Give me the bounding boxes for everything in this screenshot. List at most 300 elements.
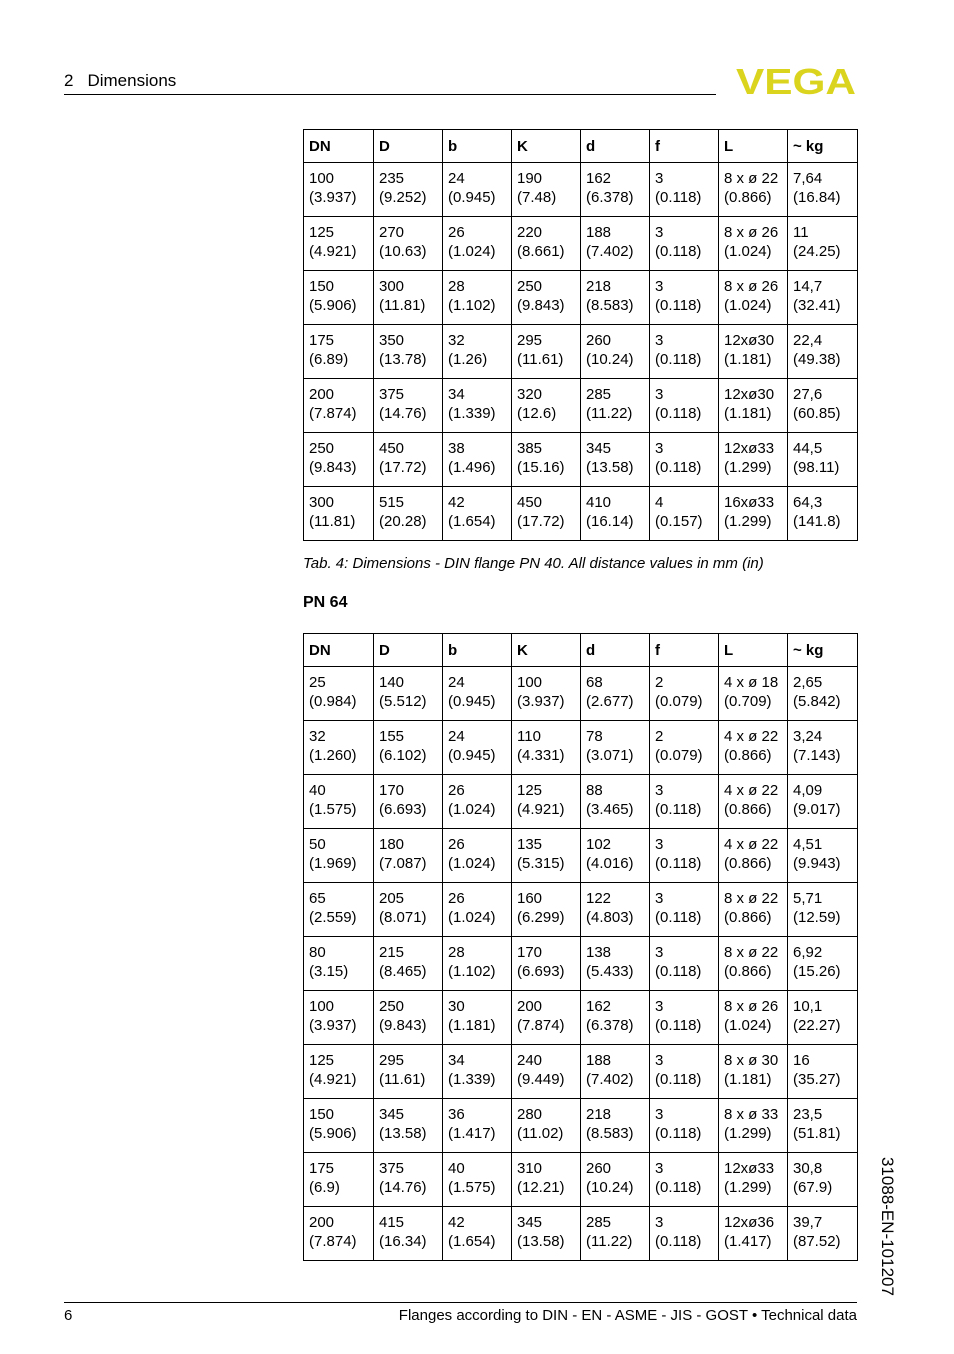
cell-value-mm: 300 (379, 278, 405, 295)
cell-value-in: (10.63) (379, 243, 427, 260)
section-heading-pn64: PN 64 (303, 594, 348, 611)
cell-value-in: (0.157) (655, 513, 703, 530)
cell-value-mm: 8 x ø 26 (724, 278, 779, 295)
table-row (304, 991, 858, 1045)
table-cell (581, 487, 650, 541)
cell-value-mm: 42 (448, 1214, 465, 1231)
column-header: K (512, 634, 581, 667)
table-cell (719, 163, 788, 217)
cell-value-in: (0.945) (448, 693, 496, 710)
cell-value-in: (12.21) (517, 1179, 565, 1196)
table-cell (719, 217, 788, 271)
table-cell (581, 1099, 650, 1153)
table-cell (443, 1207, 512, 1261)
table-cell (512, 1045, 581, 1099)
cell-value-in: (9.843) (309, 459, 357, 476)
cell-value-in: (1.417) (448, 1125, 496, 1142)
table-cell (304, 1207, 374, 1261)
cell-value-mm: 200 (309, 1214, 335, 1231)
table-cell (374, 1045, 443, 1099)
table-cell (443, 829, 512, 883)
table-cell (581, 721, 650, 775)
section-header (64, 71, 176, 91)
cell-value-mm: 140 (379, 674, 405, 691)
logo-wordmark: VEGA (736, 66, 856, 96)
cell-value-in: (7.087) (379, 855, 427, 872)
cell-value-mm: 250 (517, 278, 543, 295)
table-cell (650, 217, 719, 271)
cell-value-mm: 32 (309, 728, 326, 745)
cell-value-mm: 42 (448, 494, 465, 511)
cell-value-mm: 375 (379, 386, 405, 403)
cell-value-mm: 38 (448, 440, 465, 457)
table-cell (443, 325, 512, 379)
cell-value-mm: 3 (655, 440, 664, 457)
cell-value-in: (1.299) (724, 513, 772, 530)
table-cell (650, 1045, 719, 1099)
cell-value-in: (12.6) (517, 405, 557, 422)
table-cell (443, 433, 512, 487)
column-header: D (374, 130, 443, 163)
cell-value-in: (0.866) (724, 189, 772, 206)
cell-value-mm: 34 (448, 1052, 465, 1069)
document-id: 31088-EN-101207 (878, 1157, 897, 1296)
page-number: 6 (64, 1307, 73, 1324)
table-cell (374, 379, 443, 433)
table-cell (512, 163, 581, 217)
table-cell (719, 325, 788, 379)
table-cell (788, 937, 858, 991)
cell-value-in: (87.52) (793, 1233, 841, 1250)
cell-value-mm: 24 (448, 674, 465, 691)
vega-logo (735, 66, 857, 96)
column-header: ~ kg (788, 634, 858, 667)
cell-value-mm: 3 (655, 944, 664, 961)
cell-value-in: (17.72) (379, 459, 427, 476)
table-cell (374, 487, 443, 541)
cell-value-in: (0.079) (655, 747, 703, 764)
cell-value-mm: 3 (655, 836, 664, 853)
table-cell (650, 1153, 719, 1207)
cell-value-in: (7.874) (309, 1233, 357, 1250)
table-cell (788, 379, 858, 433)
cell-value-mm: 64,3 (793, 494, 823, 511)
cell-value-in: (7.402) (586, 243, 634, 260)
cell-value-in: (5.512) (379, 693, 427, 710)
table-cell (788, 325, 858, 379)
table-cell (719, 667, 788, 721)
cell-value-in: (1.654) (448, 513, 496, 530)
cell-value-mm: 68 (586, 674, 603, 691)
table-cell (581, 775, 650, 829)
cell-value-in: (5.906) (309, 297, 357, 314)
cell-value-in: (8.661) (517, 243, 565, 260)
cell-value-mm: 8 x ø 26 (724, 224, 779, 241)
cell-value-mm: 26 (448, 224, 465, 241)
cell-value-mm: 102 (586, 836, 612, 853)
cell-value-in: (14.76) (379, 1179, 427, 1196)
cell-value-mm: 100 (517, 674, 543, 691)
cell-value-in: (0.866) (724, 855, 772, 872)
table-cell (304, 325, 374, 379)
cell-value-mm: 270 (379, 224, 405, 241)
cell-value-in: (9.843) (517, 297, 565, 314)
cell-value-mm: 3 (655, 1214, 664, 1231)
section-number: 2 (64, 71, 74, 90)
table-cell (304, 163, 374, 217)
cell-value-in: (16.84) (793, 189, 841, 206)
table-cell (443, 667, 512, 721)
table-row (304, 1045, 858, 1099)
table-cell (374, 217, 443, 271)
cell-value-in: (9.943) (793, 855, 841, 872)
cell-value-mm: 155 (379, 728, 405, 745)
table-cell (304, 487, 374, 541)
table-cell (374, 883, 443, 937)
cell-value-mm: 188 (586, 224, 612, 241)
table-cell (443, 721, 512, 775)
table-cell (581, 883, 650, 937)
cell-value-in: (0.118) (655, 351, 702, 368)
table-cell (788, 433, 858, 487)
cell-value-in: (20.28) (379, 513, 427, 530)
cell-value-mm: 235 (379, 170, 405, 187)
table-cell (374, 667, 443, 721)
cell-value-mm: 3 (655, 1160, 664, 1177)
cell-value-in: (13.58) (586, 459, 634, 476)
table-cell (443, 937, 512, 991)
cell-value-mm: 218 (586, 1106, 612, 1123)
cell-value-mm: 5,71 (793, 890, 823, 907)
cell-value-mm: 295 (517, 332, 543, 349)
cell-value-in: (4.016) (586, 855, 634, 872)
cell-value-mm: 3 (655, 278, 664, 295)
cell-value-in: (15.16) (517, 459, 565, 476)
cell-value-mm: 28 (448, 278, 465, 295)
column-header: DN (304, 634, 374, 667)
cell-value-in: (5.842) (793, 693, 841, 710)
table-cell (443, 487, 512, 541)
cell-value-in: (0.118) (655, 459, 702, 476)
cell-value-in: (98.11) (793, 459, 840, 476)
table-header (304, 634, 858, 667)
cell-value-mm: 32 (448, 332, 465, 349)
cell-value-mm: 8 x ø 30 (724, 1052, 779, 1069)
table-cell (650, 379, 719, 433)
cell-value-in: (0.118) (655, 1017, 702, 1034)
cell-value-mm: 180 (379, 836, 405, 853)
table-cell (719, 1045, 788, 1099)
cell-value-mm: 22,4 (793, 332, 823, 349)
cell-value-in: (8.071) (379, 909, 427, 926)
table-cell (581, 163, 650, 217)
table-cell (443, 883, 512, 937)
cell-value-in: (12.59) (793, 909, 841, 926)
cell-value-in: (0.118) (655, 801, 702, 818)
cell-value-in: (7.143) (793, 747, 841, 764)
cell-value-in: (6.378) (586, 1017, 634, 1034)
cell-value-in: (35.27) (793, 1071, 841, 1088)
cell-value-mm: 30,8 (793, 1160, 823, 1177)
cell-value-in: (4.921) (517, 801, 565, 818)
cell-value-mm: 26 (448, 836, 465, 853)
table-cell (304, 1153, 374, 1207)
cell-value-mm: 78 (586, 728, 603, 745)
table-cell (650, 883, 719, 937)
cell-value-in: (7.402) (586, 1071, 634, 1088)
cell-value-in: (1.024) (724, 297, 772, 314)
cell-value-in: (3.15) (309, 963, 349, 980)
table-cell (581, 937, 650, 991)
table-cell (304, 1045, 374, 1099)
cell-value-in: (11.22) (586, 405, 633, 422)
cell-value-mm: 39,7 (793, 1214, 823, 1231)
cell-value-mm: 7,64 (793, 170, 823, 187)
cell-value-in: (0.866) (724, 963, 772, 980)
table-cell (512, 667, 581, 721)
table-cell (650, 721, 719, 775)
table-cell (374, 721, 443, 775)
table-cell (581, 217, 650, 271)
table-cell (512, 883, 581, 937)
table-cell (304, 991, 374, 1045)
table-cell (304, 937, 374, 991)
cell-value-mm: 350 (379, 332, 405, 349)
table-body (304, 667, 858, 1261)
cell-value-in: (49.38) (793, 351, 841, 368)
cell-value-mm: 110 (517, 728, 541, 745)
table-cell (788, 271, 858, 325)
cell-value-mm: 162 (586, 998, 612, 1015)
cell-value-mm: 26 (448, 890, 465, 907)
cell-value-mm: 100 (309, 170, 335, 187)
table-cell (512, 775, 581, 829)
cell-value-in: (6.102) (379, 747, 427, 764)
cell-value-in: (13.58) (379, 1125, 427, 1142)
table-cell (512, 829, 581, 883)
cell-value-in: (0.118) (655, 1233, 702, 1250)
table-cell (374, 1153, 443, 1207)
table-cell (788, 1207, 858, 1261)
column-header: d (581, 634, 650, 667)
cell-value-mm: 4 (655, 494, 664, 511)
cell-value-mm: 250 (309, 440, 335, 457)
cell-value-in: (16.14) (586, 513, 634, 530)
table-cell (650, 991, 719, 1045)
table-row (304, 433, 858, 487)
cell-value-in: (0.118) (655, 189, 702, 206)
table-cell (581, 271, 650, 325)
cell-value-in: (16.34) (379, 1233, 427, 1250)
cell-value-mm: 162 (586, 170, 612, 187)
table-cell (304, 829, 374, 883)
cell-value-in: (7.874) (309, 405, 357, 422)
cell-value-in: (1.299) (724, 459, 772, 476)
column-header: L (719, 130, 788, 163)
table-cell (374, 1099, 443, 1153)
cell-value-mm: 2 (655, 674, 664, 691)
cell-value-in: (0.118) (655, 909, 702, 926)
cell-value-mm: 150 (309, 1106, 335, 1123)
cell-value-mm: 450 (517, 494, 543, 511)
table-row (304, 271, 858, 325)
table-cell (788, 829, 858, 883)
cell-value-in: (0.945) (448, 189, 496, 206)
table-cell (374, 829, 443, 883)
cell-value-in: (51.81) (793, 1125, 841, 1142)
cell-value-in: (0.118) (655, 1071, 702, 1088)
table-cell (304, 883, 374, 937)
table-cell (788, 1099, 858, 1153)
cell-value-mm: 345 (586, 440, 612, 457)
cell-value-mm: 40 (448, 1160, 465, 1177)
cell-value-in: (1.575) (309, 801, 357, 818)
cell-value-mm: 250 (379, 998, 405, 1015)
cell-value-mm: 160 (517, 890, 543, 907)
cell-value-in: (3.937) (309, 1017, 357, 1034)
table-cell (512, 1099, 581, 1153)
cell-value-in: (60.85) (793, 405, 841, 422)
cell-value-mm: 27,6 (793, 386, 823, 403)
column-header: L (719, 634, 788, 667)
table-cell (512, 1153, 581, 1207)
cell-value-mm: 260 (586, 332, 612, 349)
table-cell (581, 1045, 650, 1099)
cell-value-mm: 3 (655, 332, 664, 349)
cell-value-mm: 170 (517, 944, 543, 961)
cell-value-mm: 30 (448, 998, 465, 1015)
cell-value-in: (1.024) (448, 243, 496, 260)
column-header: f (650, 130, 719, 163)
table-cell (719, 721, 788, 775)
cell-value-in: (6.9) (309, 1179, 340, 1196)
table-row (304, 721, 858, 775)
cell-value-mm: 10,1 (793, 998, 823, 1015)
cell-value-mm: 24 (448, 728, 465, 745)
table-cell (512, 991, 581, 1045)
table-cell (304, 1099, 374, 1153)
table-row (304, 1153, 858, 1207)
cell-value-mm: 200 (517, 998, 543, 1015)
table-row (304, 775, 858, 829)
cell-value-mm: 26 (448, 782, 465, 799)
table-row (304, 325, 858, 379)
cell-value-in: (1.654) (448, 1233, 496, 1250)
cell-value-mm: 205 (379, 890, 405, 907)
column-header: b (443, 634, 512, 667)
cell-value-in: (8.465) (379, 963, 427, 980)
cell-value-in: (9.449) (517, 1071, 565, 1088)
cell-value-in: (0.118) (655, 405, 702, 422)
cell-value-in: (11.22) (586, 1233, 633, 1250)
cell-value-mm: 65 (309, 890, 326, 907)
cell-value-mm: 285 (586, 386, 612, 403)
table-cell (581, 325, 650, 379)
table-cell (374, 991, 443, 1045)
table-cell (443, 1153, 512, 1207)
table-cell (581, 1207, 650, 1261)
table-cell (304, 379, 374, 433)
cell-value-in: (1.181) (724, 351, 772, 368)
table-cell (304, 433, 374, 487)
cell-value-mm: 23,5 (793, 1106, 823, 1123)
column-header: D (374, 634, 443, 667)
table-cell (650, 1099, 719, 1153)
table-cell (512, 937, 581, 991)
cell-value-in: (10.24) (586, 1179, 634, 1196)
footer-title: Flanges according to DIN - EN - ASME - JIS - GOST • Technical data (398, 1307, 857, 1324)
cell-value-mm: 125 (517, 782, 543, 799)
cell-value-in: (17.72) (517, 513, 565, 530)
cell-value-in: (141.8) (793, 513, 841, 530)
cell-value-in: (5.906) (309, 1125, 357, 1142)
cell-value-in: (1.181) (448, 1017, 496, 1034)
table-cell (304, 217, 374, 271)
table-cell (719, 883, 788, 937)
table-cell (719, 271, 788, 325)
table-cell (650, 163, 719, 217)
cell-value-mm: 28 (448, 944, 465, 961)
cell-value-in: (6.378) (586, 189, 634, 206)
table-cell (374, 163, 443, 217)
table-cell (443, 775, 512, 829)
column-header: d (581, 130, 650, 163)
cell-value-mm: 345 (379, 1106, 405, 1123)
table-cell (650, 829, 719, 883)
cell-value-in: (1.260) (309, 747, 357, 764)
cell-value-mm: 34 (448, 386, 465, 403)
table-cell (443, 271, 512, 325)
cell-value-in: (1.181) (724, 405, 772, 422)
cell-value-in: (3.937) (517, 693, 565, 710)
table-cell (581, 433, 650, 487)
cell-value-mm: 3 (655, 224, 664, 241)
cell-value-in: (1.339) (448, 405, 496, 422)
cell-value-mm: 310 (517, 1160, 543, 1177)
header-divider (64, 94, 716, 95)
table-cell (650, 325, 719, 379)
cell-value-in: (2.559) (309, 909, 357, 926)
cell-value-mm: 175 (309, 332, 335, 349)
table-cell (374, 775, 443, 829)
table-row (304, 667, 858, 721)
table-cell (788, 721, 858, 775)
cell-value-mm: 4,51 (793, 836, 823, 853)
cell-value-mm: 215 (379, 944, 405, 961)
column-header: b (443, 130, 512, 163)
cell-value-in: (0.866) (724, 909, 772, 926)
cell-value-mm: 100 (309, 998, 335, 1015)
table-cell (650, 487, 719, 541)
table-cell (650, 433, 719, 487)
cell-value-mm: 280 (517, 1106, 543, 1123)
cell-value-mm: 295 (379, 1052, 405, 1069)
cell-value-in: (15.26) (793, 963, 841, 980)
cell-value-mm: 170 (379, 782, 405, 799)
cell-value-mm: 218 (586, 278, 612, 295)
cell-value-in: (1.102) (448, 297, 496, 314)
table-cell (374, 937, 443, 991)
cell-value-mm: 220 (517, 224, 543, 241)
table-row (304, 937, 858, 991)
cell-value-mm: 8 x ø 22 (724, 890, 779, 907)
cell-value-in: (3.937) (309, 189, 357, 206)
cell-value-in: (1.024) (448, 855, 496, 872)
table-cell (788, 775, 858, 829)
table-cell (719, 1153, 788, 1207)
cell-value-mm: 12xø36 (724, 1214, 775, 1231)
table-row (304, 1207, 858, 1261)
